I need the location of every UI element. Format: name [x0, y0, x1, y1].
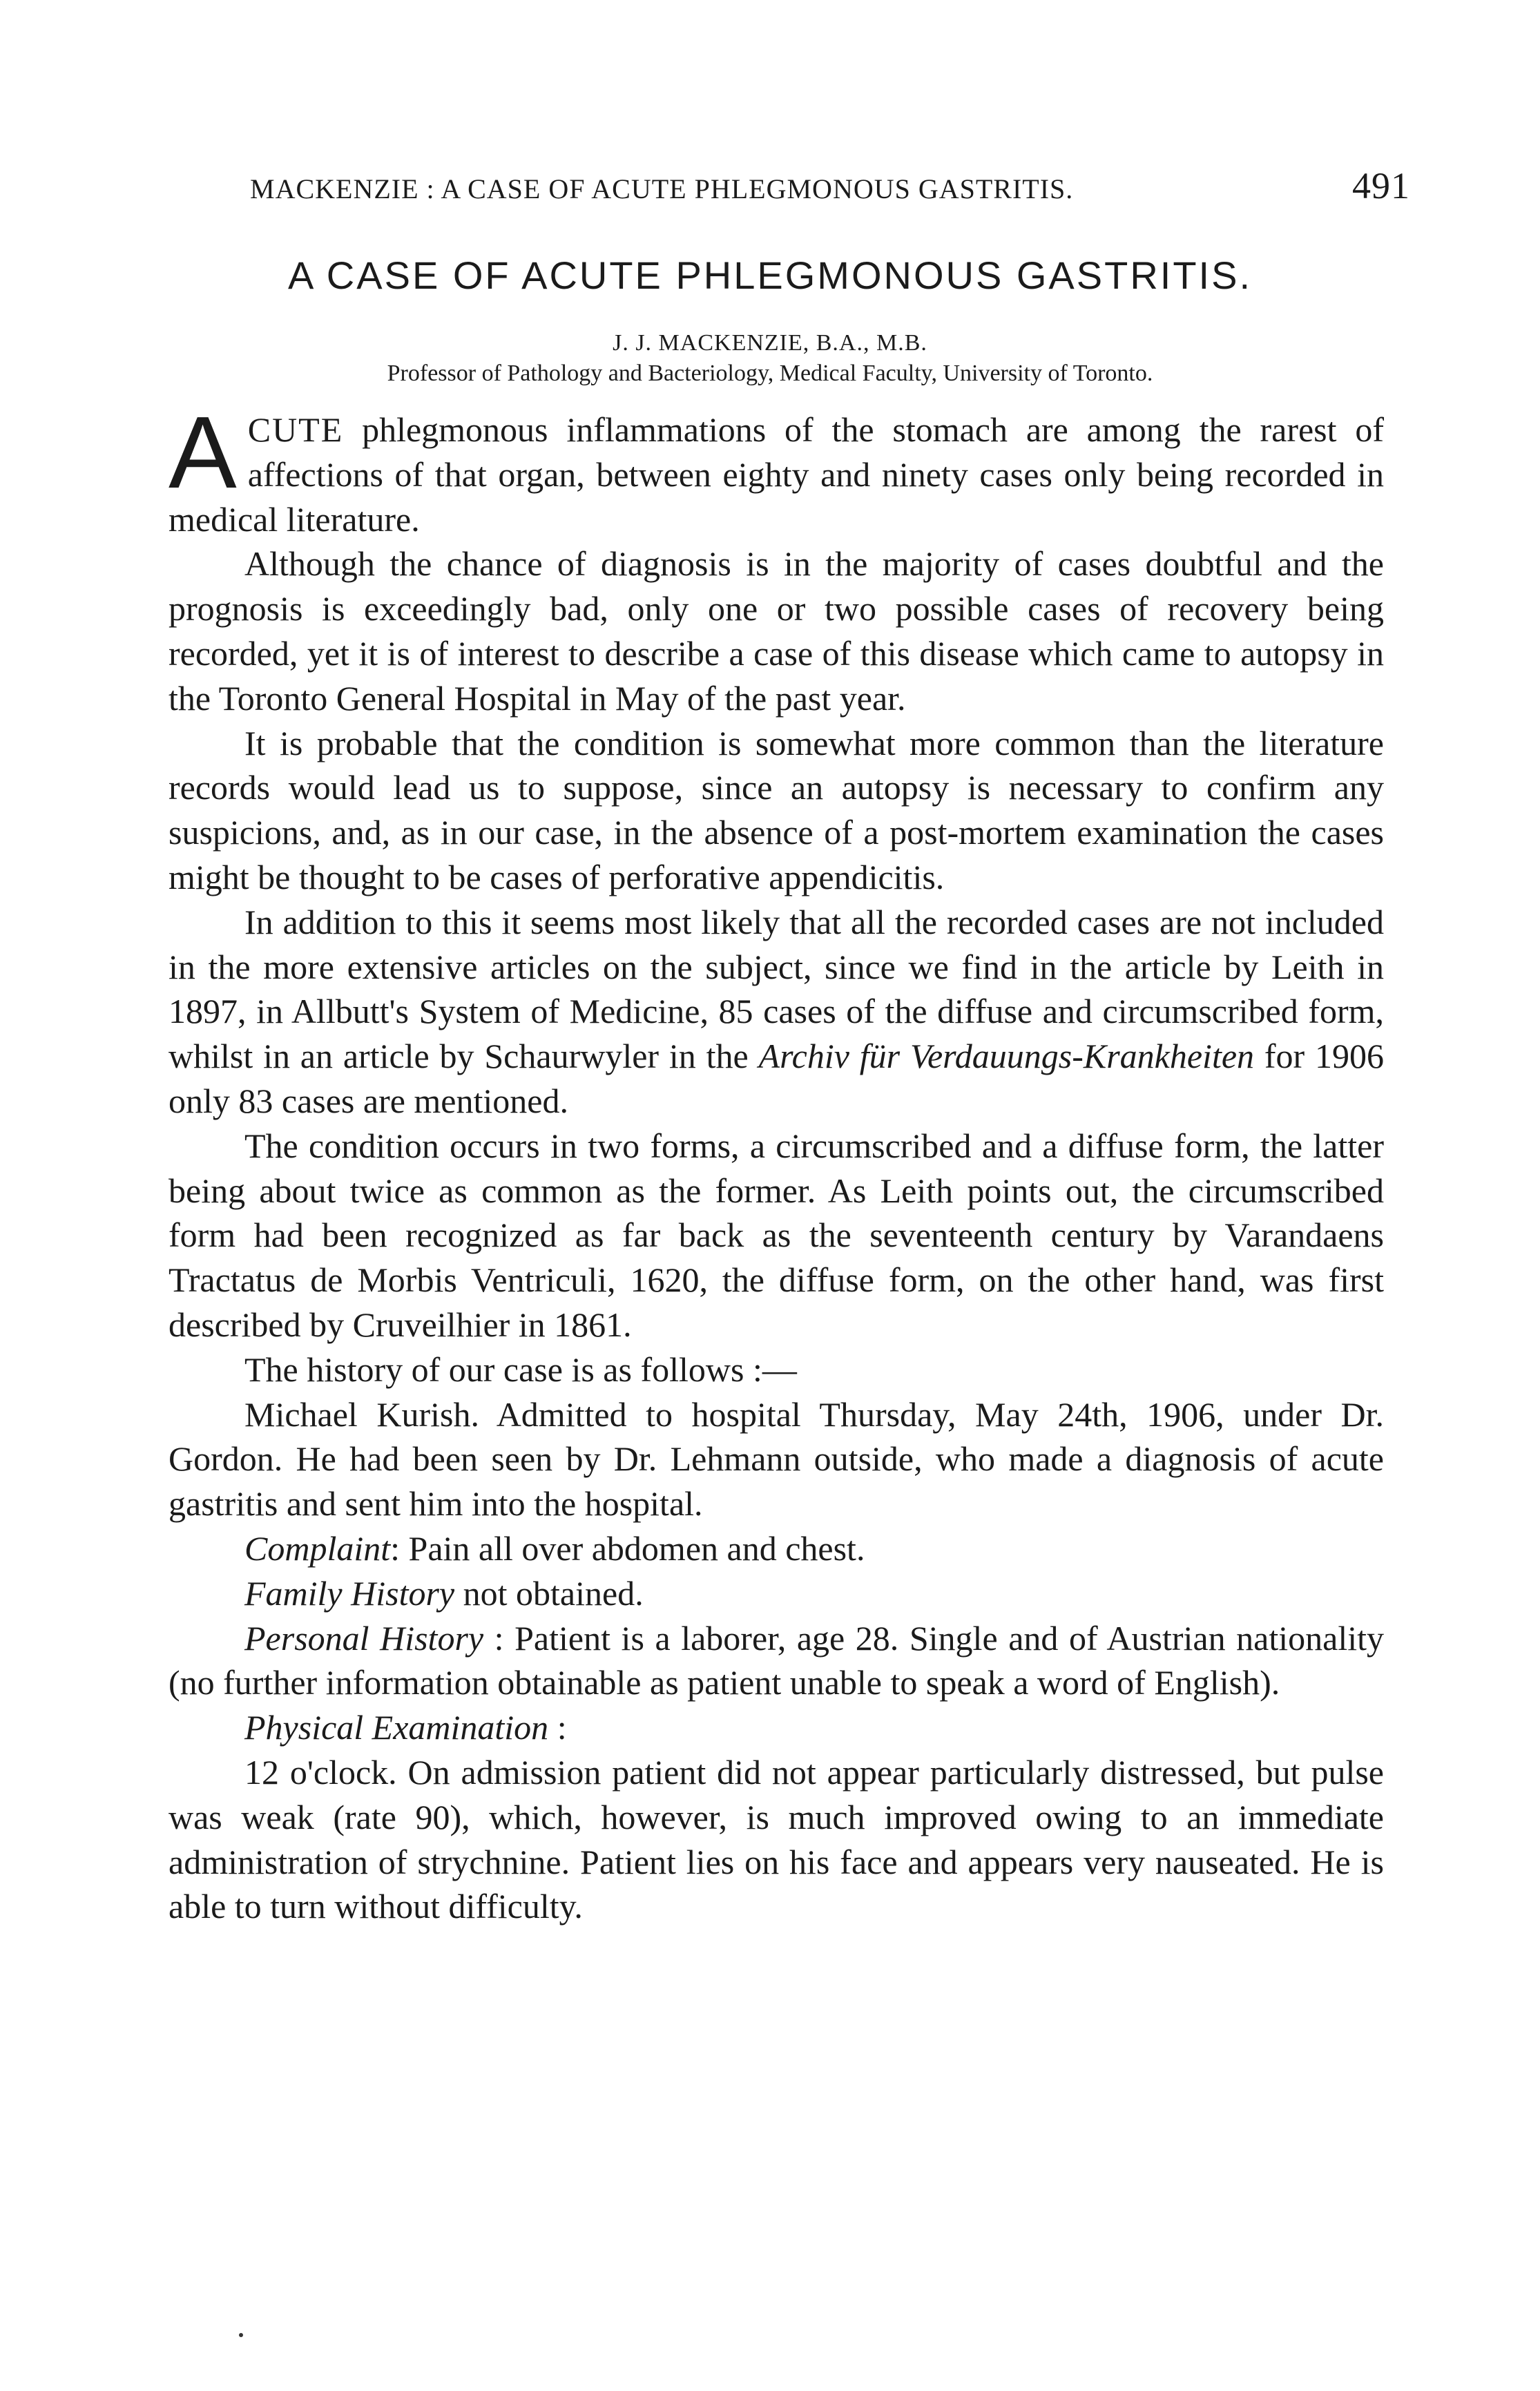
paragraph-physical-exam: 12 o'clock. On admission patient did not appear particularly distressed, but pulse was weak (rate 90), which, however, is much improved owing to an immediate administration of strychnine. Patient lies on his face and appears very nauseated. He is able to turn without difficulty.: [169, 1752, 1384, 1926]
author-affiliation: Professor of Pathology and Bacteriology, Medical Faculty, University of Toronto.: [387, 361, 1153, 386]
article-title: A CASE OF ACUTE PHLEGMONOUS GASTRITIS.: [287, 253, 1252, 297]
paragraph-literature: [169, 900, 1384, 1124]
print-speck: [239, 2333, 243, 2337]
author-line: J. J. MACKENZIE, B.A., M.B.: [613, 330, 927, 356]
personal-history-label: Personal History: [244, 1618, 484, 1658]
opening-caps: CUTE: [247, 410, 344, 449]
paragraph-personal-history: [169, 1616, 1384, 1706]
physical-exam-colon: :: [548, 1708, 567, 1747]
running-head: [250, 165, 1410, 214]
family-history-label: Family History: [244, 1573, 455, 1613]
running-head-text: MACKENZIE : A CASE OF ACUTE PHLEGMONOUS GASTRITIS.: [250, 173, 1074, 204]
physical-exam-label: Physical Examination: [244, 1708, 549, 1747]
paragraph-physical-exam-heading: [169, 1705, 1384, 1750]
paragraph-admission: Michael Kurish. Admitted to hospital Thursday, May 24th, 1906, under Dr. Gordon. He had been seen by Dr. Lehmann outside, who made a diagnosis of acute gastritis and sent him into the hospital.: [169, 1394, 1384, 1524]
family-history-text: not obtained.: [454, 1573, 644, 1613]
journal-name: Archiv für Verdauungs-Krankheiten: [758, 1037, 1255, 1076]
paragraph-intro-text: phlegmonous inflammations of the stomach are among the rarest of affections of that organ, between eighty and ninety cases only being recorded in medical literature.: [169, 410, 1384, 539]
paragraph-history-intro: The history of our case is as follows :—: [244, 1350, 797, 1389]
paragraph-literature-text-a: In addition to this it seems most likely that all the recorded cases are not included in the more extensive articles on the subject, since we find in the article by Leith in 1897, in Allbutt's System of Medicine, 85 cases of the diffuse and circumscribed form, whilst in an article by Schaurwyler in the: [169, 902, 1384, 1076]
paragraph-family-history: [169, 1571, 1384, 1616]
paragraph-complaint: [169, 1526, 1384, 1571]
paragraph-frequency: It is probable that the condition is somewhat more common than the literature records would lead us to suppose, since an autopsy is necessary to confirm any suspicions, and, as in our case, in the absence of a post-mortem examination the cases might be thought to be cases of perforative appendicitis.: [169, 723, 1384, 896]
paragraph-forms: The condition occurs in two forms, a circumscribed and a diffuse form, the latter being about twice as common as the former. As Leith points out, the circumscribed form had been recognized as far back as the seventeenth century by Varandaens Tractatus de Morbis Ventriculi, 1620, the diffuse form, on the other hand, was first described by Cruveilhier in 1861.: [169, 1126, 1384, 1344]
page-number: 491: [1352, 165, 1410, 207]
complaint-label: Complaint: [244, 1528, 391, 1568]
paragraph-diagnosis: Although the chance of diagnosis is in the majority of cases doubtful and the prognosis is exceedingly bad, only one or two possible cases of recovery being recorded, yet it is of interest to describe a case of this disease which came to autopsy in the Toronto General Hospital in May of the past year.: [169, 544, 1384, 718]
paragraph-literature-text-b: for 1906 only 83 cases are mentioned.: [169, 1037, 1385, 1120]
paragraph-intro: [169, 396, 1384, 541]
personal-history-text: : Patient is a laborer, age 28. Single and of Austrian nationality (no further information obtainable as patient unable to speak a word of English).: [169, 1618, 1384, 1702]
drop-cap: A: [169, 396, 237, 510]
complaint-text: : Pain all over abdomen and chest.: [390, 1528, 865, 1568]
article-body: [169, 396, 1385, 1929]
